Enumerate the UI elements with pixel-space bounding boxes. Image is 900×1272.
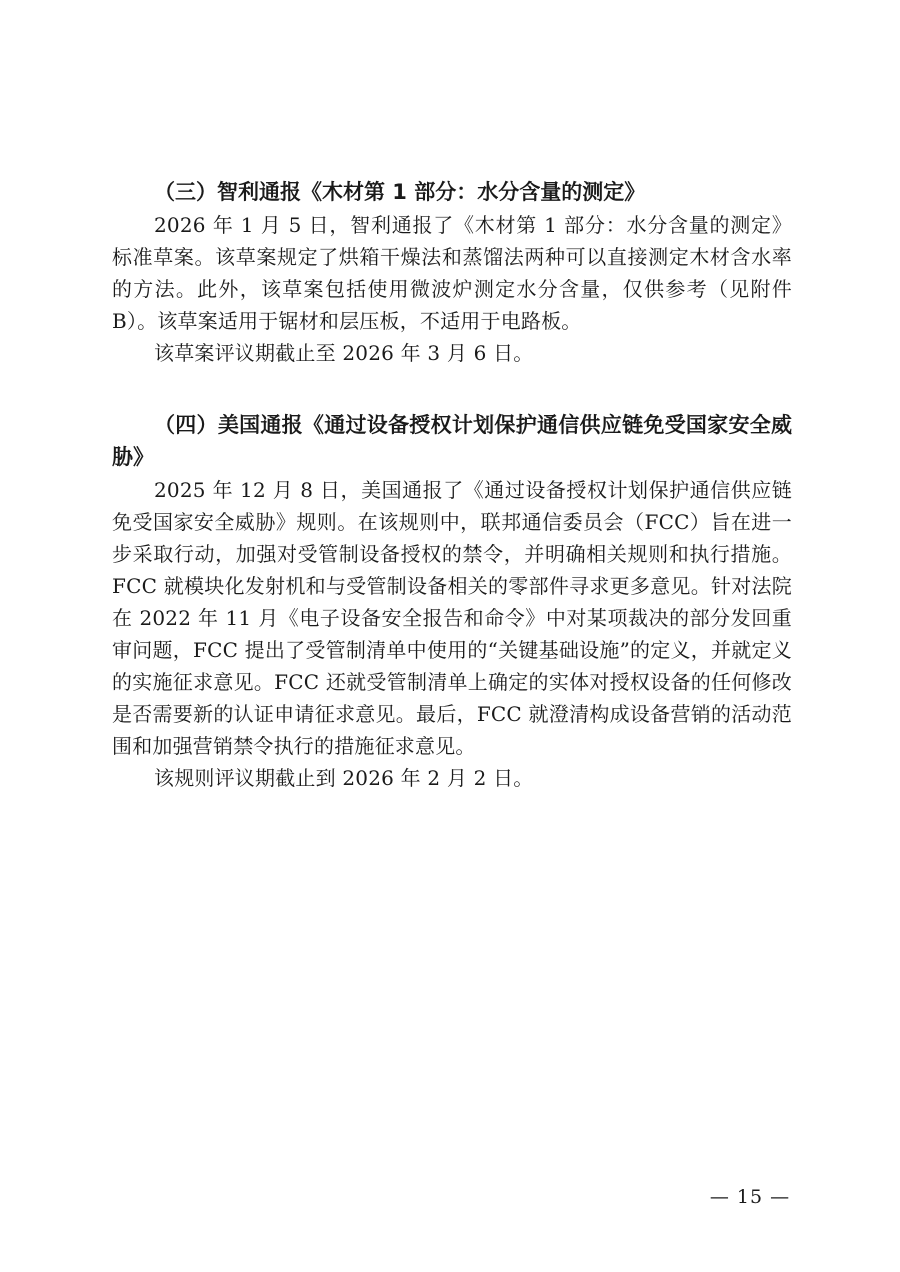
comment-deadline-paragraph: 该规则评议期截止到 2026 年 2 月 2 日。: [154, 766, 534, 790]
body-paragraph: 2026 年 1 月 5 日，智利通报了《木材第 1 部分：水分含量的测定》标准草案。该草案规定了烘箱干燥法和蒸馏法两种可以直接测定木材含水率的方法。此外，该草案包括使用微波炉测定水分含量，仅供参考（见附件 B）。该草案适用于锯材和层压板，不适用于电路板。: [112, 213, 792, 333]
document-page: [112, 176, 792, 794]
section-chile-notification: [112, 176, 792, 369]
section-us-notification: [112, 409, 792, 794]
body-paragraph: 2025 年 12 月 8 日，美国通报了《通过设备授权计划保护通信供应链免受国家安全威胁》规则。在该规则中，联邦通信委员会（FCC）旨在进一步采取行动，加强对受管制设备授权的禁令，并明确相关规则和执行措施。FCC 就模块化发射机和与受管制设备相关的零部件寻求更多意见。针对法院在 2022 年 11 月《电子设备安全报告和命令》中对某项裁决的部分发回重审问题，FCC 提出了受管制清单中使用的“关键基础设施”的定义，并就定义的实施征求意见。FCC 还就受管制清单上确定的实体对授权设备的任何修改是否需要新的认证申请征求意见。最后，FCC 就澄清构成设备营销的活动范围和加强营销禁令执行的措施征求意见。: [112, 478, 792, 758]
section-heading: （四）美国通报《通过设备授权计划保护通信供应链免受国家安全威胁》: [112, 413, 792, 469]
section-heading: （三）智利通报《木材第 1 部分：水分含量的测定》: [154, 180, 646, 204]
comment-deadline-paragraph: 该草案评议期截止至 2026 年 3 月 6 日。: [154, 341, 534, 365]
page-number: — 15 —: [709, 1186, 791, 1208]
